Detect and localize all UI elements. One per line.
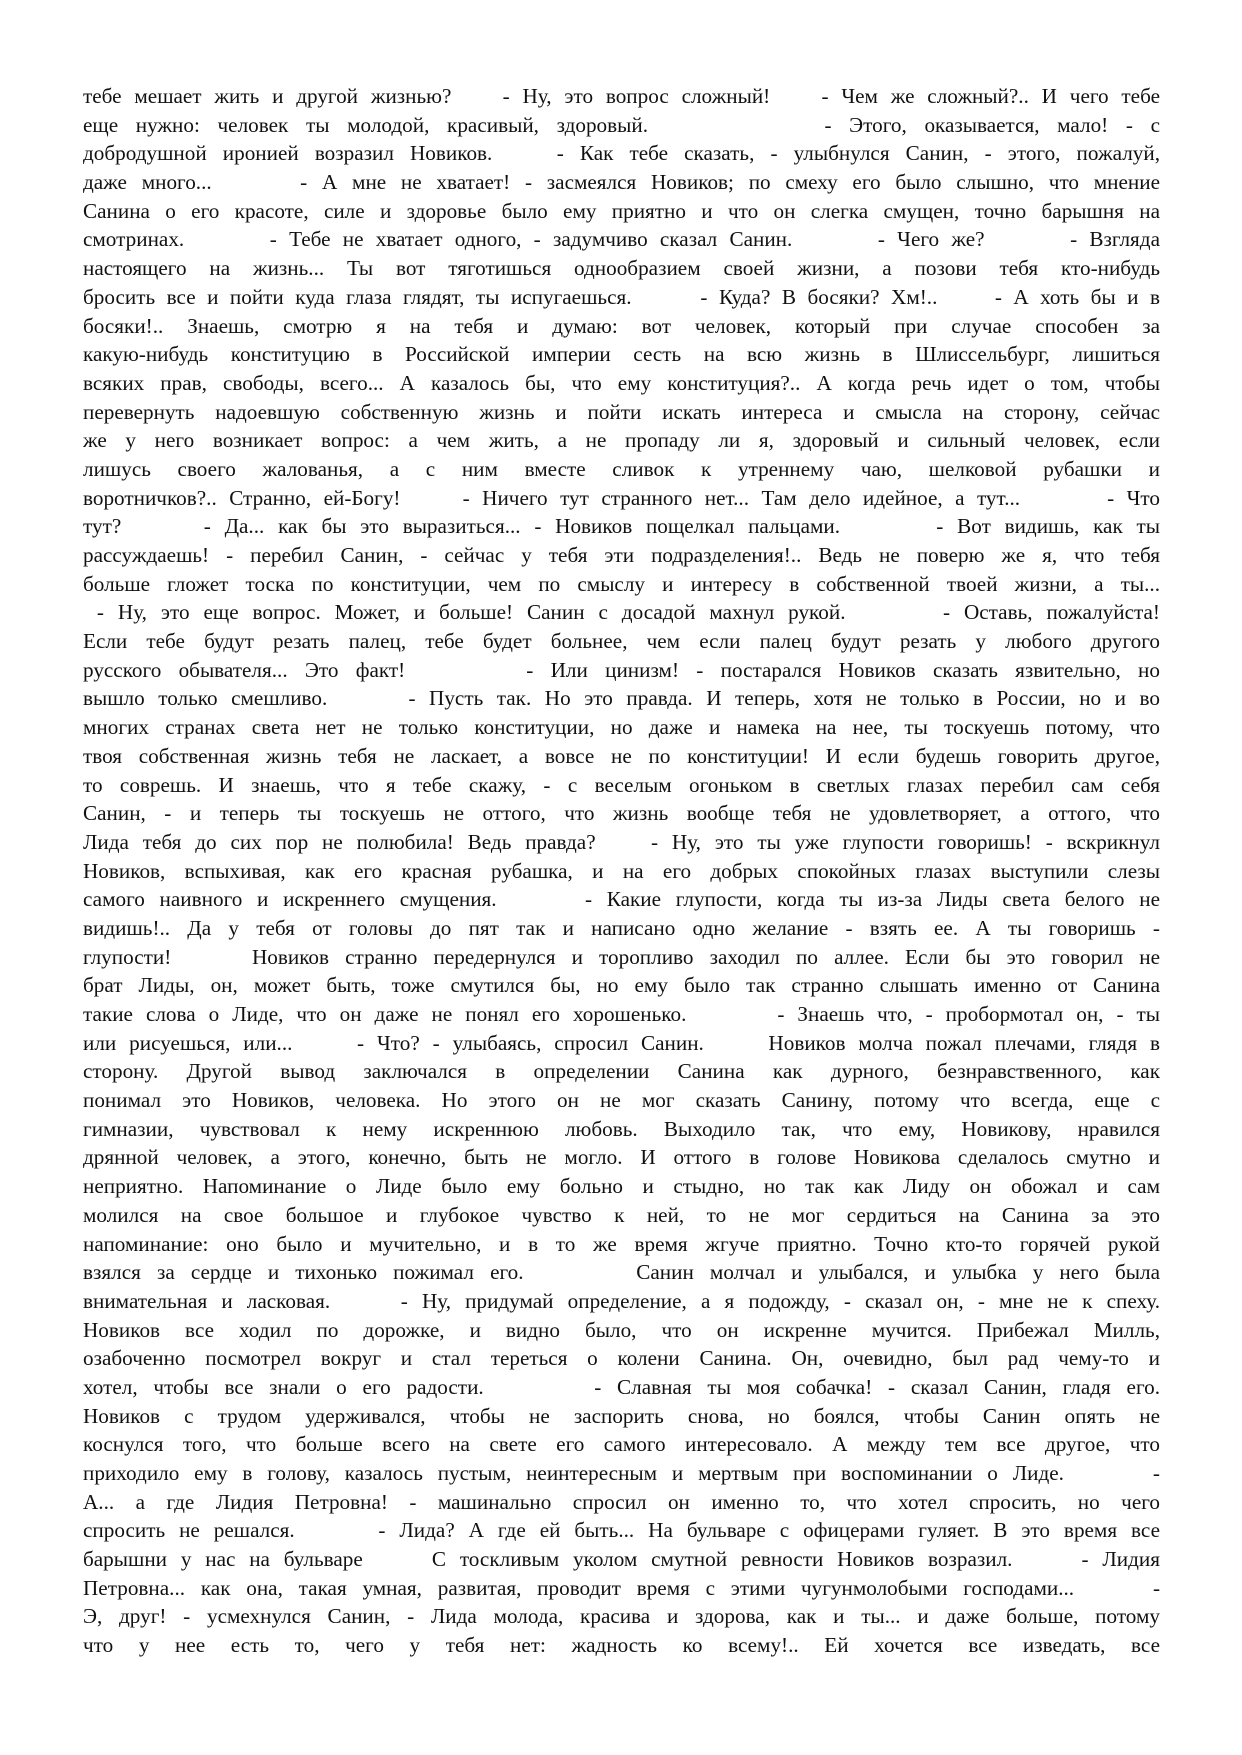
text-line: такие слова о Лиде, что он даже не понял его хорошенько. - Знаешь что, - пробормотал он, - ты (83, 1002, 1160, 1026)
text-line: какую-нибудь конституцию в Российской империи сесть на всю жизнь в Шлиссельбург, лишиться (83, 342, 1160, 367)
text-line: вышло только смешливо. - Пусть так. Но это правда. И теперь, хотя не только в России, но и во (83, 686, 1160, 711)
text-line: рассуждаешь! - перебил Санин, - сейчас у тебя эти подразделения!.. Ведь не поверю же я, что тебя (83, 543, 1160, 567)
text-line: Новиков все ходил по дорожке, и видно было, что он искренне мучится. Прибежал Милль, (83, 1317, 1160, 1342)
text-line: хотел, чтобы все знали о его радости. - Славная ты моя собачка! - сказал Санин, гладя его. (83, 1374, 1160, 1399)
text-line: смотринах. - Тебе не хватает одного, - задумчиво сказал Санин. - Чего же? - Взгляда (83, 227, 1160, 252)
text-line: глупости! Новиков странно передернулся и торопливо заходил по аллее. Если бы это говорил не (83, 944, 1160, 969)
text-line: то совpешь. И знаешь, что я тебе скажу, - с веселым огоньком в светлых глазах перебил сам себя (83, 772, 1160, 797)
text-line: многих странах света нет не только конституции, но даже и намека на нее, ты тоскуешь потому, что (83, 715, 1160, 740)
text-line: что у нее есть то, чего у тебя нет: жадность ко всему!.. Ей хочется все изведать, все (83, 1633, 1160, 1658)
text-line: добродушной иронией возразил Новиков. - Как тебе сказать, - улыбнулся Санин, - этого, пожалуй, (83, 141, 1160, 166)
text-line: озабоченно посмотрел вокруг и стал тереться о колени Санина. Он, очевидно, был рад чему-то и (83, 1346, 1160, 1371)
text-line: же у него возникает вопрос: а чем жить, а не пропаду ли я, здоровый и сильный человек, если (83, 428, 1160, 453)
text-line: барышни у нас на бульваре С тоскливым уколом смутной ревности Новиков возразил. - Лидия (83, 1547, 1160, 1572)
text-line: настоящего на жизнь... Ты вот тяготишься однообразием своей жизни, а позови тебя кто-нибудь (83, 256, 1160, 281)
text-line: воротничков?.. Странно, ей-Богу! - Ничего тут странного нет... Там дело идейное, а тут... - Что (83, 485, 1160, 510)
text-line: - Ну, это еще вопрос. Может, и больше! Санин с досадой махнул рукой. - Оставь, пожалуйста! (83, 600, 1160, 625)
text-line: бросить все и пойти куда глаза глядят, ты испугаешься. - Куда? В босяки? Хм!.. - А хоть бы и в (83, 284, 1160, 309)
text-line: Лида тебя до сих пор не полюбила! Ведь правда? - Ну, это ты уже глупости говоришь! - вскрикнул (83, 829, 1160, 854)
text-line: приходило ему в голову, казалось пустым, неинтересным и мертвым при воспоминании о Лиде. - (83, 1461, 1160, 1485)
text-line: босяки!.. Знаешь, смотрю я на тебя и думаю: вот человек, который при случае способен за (83, 313, 1160, 338)
text-line: понимал это Новиков, человека. Но этого он не мог сказать Санину, потому что всегда, еще с (83, 1088, 1160, 1113)
text-line: спросить не решался. - Лида? А где ей быть... На бульваре с офицерами гуляет. В это время все (83, 1518, 1160, 1543)
text-line: молился на свое большое и глубокое чувство к ней, то не мог сердиться на Санина за это (83, 1202, 1160, 1227)
text-line: лишусь своего жалованья, а с ним вместе сливок к утреннему чаю, шелковой рубашки и (83, 456, 1160, 481)
text-line: сторону. Другой вывод заключался в определении Санина как дурного, безнравственного, как (83, 1059, 1160, 1084)
text-line: видишь!.. Да у тебя от головы до пят так и написано одно желание - взять ее. А ты говоришь - (83, 915, 1160, 940)
document-page (83, 82, 1160, 1660)
text-line: тут? - Да... как бы это выразиться... - Новиков пощелкал пальцами. - Вот видишь, как ты (83, 514, 1160, 539)
text-line: брат Лиды, он, может быть, тоже смутился бы, но ему было так странно слышать именно от Санина (83, 973, 1160, 998)
text-line: А... а где Лидия Петровна! - машинально спросил он именно то, что хотел спросить, но чего (83, 1489, 1160, 1514)
text-line: Новиков с трудом удерживался, чтобы не заспорить снова, но боялся, чтобы Санин опять не (83, 1403, 1160, 1428)
text-line: Новиков, вспыхивая, как его красная рубашка, и на его добрых спокойных глазах выступили слезы (83, 858, 1160, 883)
text-line: еще нужно: человек ты молодой, красивый, здоровый. - Этого, оказывается, мало! - с (83, 112, 1160, 137)
text-line: Э, друг! - усмехнулся Санин, - Лида молода, красива и здорова, как и ты... и даже больше, потому (83, 1604, 1160, 1629)
text-line: русского обывателя... Это факт! - Или цинизм! - постарался Новиков сказать язвительно, но (83, 657, 1160, 682)
text-line: или рисуешься, или... - Что? - улыбаясь, спросил Санин. Новиков молча пожал плечами, глядя в (83, 1030, 1160, 1055)
text-line: Санин, - и теперь ты тоскуешь не оттого, что жизнь вообще тебя не удовлетворяет, а оттого, что (83, 801, 1160, 826)
text-line: всяких прав, свободы, всего... А казалось бы, что ему конституция?.. А когда речь идет о том, чтобы (83, 370, 1160, 395)
text-line: напоминание: оно было и мучительно, и в то же время жгуче приятно. Точно кто-то горячей рукой (83, 1231, 1160, 1256)
text-line: перевернуть надоевшую собственную жизнь и пойти искать интереса и смысла на сторону, сейчас (83, 399, 1160, 424)
text-line: тебе мешает жить и другой жизнью? - Ну, это вопрос сложный! - Чем же сложный?.. И чего тебе (83, 84, 1160, 108)
text-line: коснулся того, что больше всего на свете его самого интересовало. А между тем все другое, что (83, 1432, 1160, 1457)
text-line: неприятно. Напоминание о Лиде было ему больно и стыдно, но так как Лиду он обожал и сам (83, 1174, 1160, 1199)
text-line: твоя собственная жизнь тебя не ласкает, а вовсе не по конституции! И если будешь говорить другое, (83, 743, 1160, 768)
text-line: взялся за сердце и тихонько пожимал его. Санин молчал и улыбался, и улыбка у него была (83, 1260, 1160, 1285)
text-line: больше гложет тоска по конституции, чем по смыслу и интересу в собственной твоей жизни, а ты... (83, 571, 1160, 596)
text-line: Петровна... как она, такая умная, развитая, проводит время с этими чугунмолобыми господами... - (83, 1575, 1160, 1600)
text-line: гимназии, чувствовал к нему искреннюю любовь. Выходило так, что ему, Новикову, нравился (83, 1116, 1160, 1141)
text-line: дрянной человек, а этого, конечно, быть не могло. И оттого в голове Новикова сделалось смутно и (83, 1145, 1160, 1170)
text-line: даже много... - А мне не хватает! - засмеялся Новиков; по смеху его было слышно, что мнение (83, 170, 1160, 195)
text-line: внимательная и ласковая. - Ну, придумай определение, а я подожду, - сказал он, - мне не к спеху. (83, 1288, 1160, 1313)
text-line: Если тебе будут резать палец, тебе будет больнее, чем если палец будут резать у любого другого (83, 629, 1160, 654)
text-line: самого наивного и искреннего смущения. - Какие глупости, когда ты из-за Лиды света белого не (83, 887, 1160, 912)
text-line: Санина о его красоте, силе и здоровье было ему приятно и что он слегка смущен, точно барышня на (83, 198, 1160, 223)
